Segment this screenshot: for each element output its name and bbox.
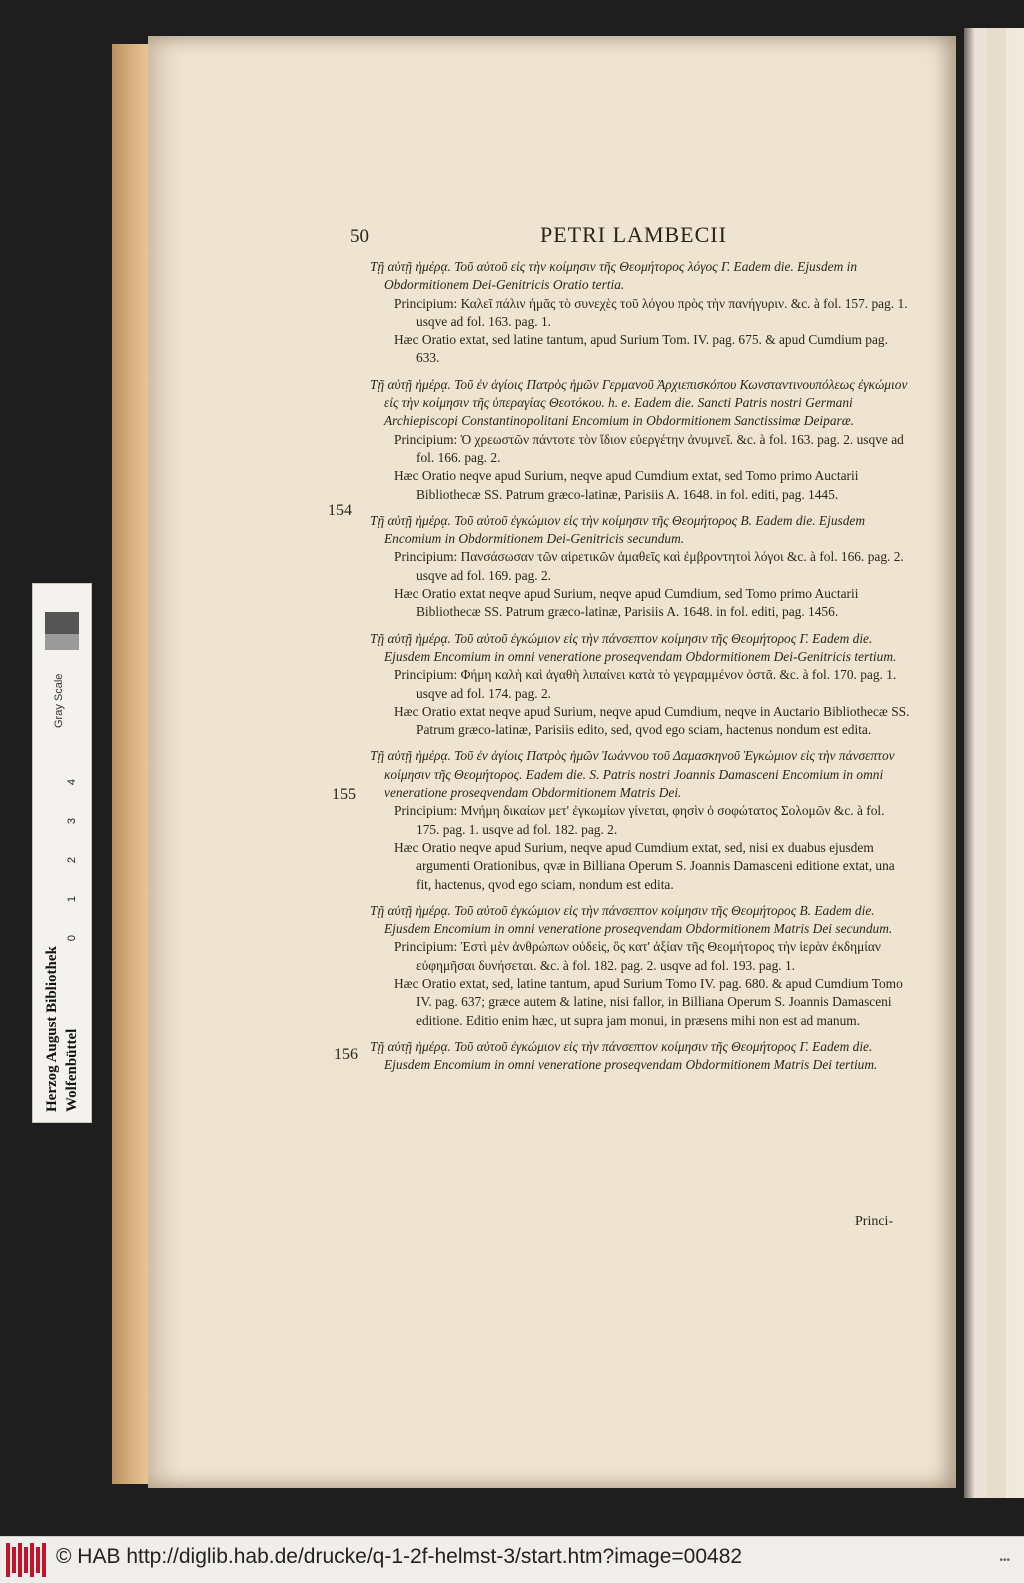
- hab-logo-icon: [6, 1543, 48, 1577]
- running-title: PETRI LAMBECII: [540, 222, 727, 247]
- entry-note: Hæc Oratio extat neqve apud Surium, neqve apud Cumdium, neqve in Auctario Bibliothecæ SS. Patrum græco-latinæ, Parisiis edito, sed, qvod ego sciam, hactenus nondum est edita.: [394, 703, 910, 738]
- color-target: [32, 583, 92, 1123]
- page-text: [370, 258, 910, 1074]
- margin-number: 155: [332, 786, 356, 803]
- library-name-line2: Wolfenbüttel: [64, 1028, 80, 1112]
- entry-heading: Τῇ αὐτῇ ἡμέρᾳ. Τοῦ ἐν ἁγίοις Πατρὸς ἡμῶν Ἰωάννου τοῦ Δαμασκηνοῦ Ἐγκώμιον εἰς τὴν πάνσεπτον κοίμησιν τῆς Θεομήτορος. Eadem die. S. Patris nostri Joannis Damasceni Encomium in omni veneratione proseqvendam Obdormitionem Matris Dei.: [370, 748, 895, 801]
- more-icon[interactable]: •••: [999, 1555, 1010, 1566]
- gray-patch-dark: [45, 612, 79, 634]
- catalog-entry: [370, 258, 910, 368]
- margin-number: 154: [328, 502, 352, 519]
- entry-principium: Principium: Καλεῖ πάλιν ἡμᾶς τὸ συνεχὲς τοῦ λόγου πρὸς τὴν πανήγυριν. &c. à fol. 157. pag. 1. usqve ad fol. 163. pag. 1.: [394, 295, 908, 329]
- entry-heading: Τῇ αὐτῇ ἡμέρᾳ. Τοῦ αὐτοῦ ἐγκώμιον εἰς τὴν πάνσεπτον κοίμησιν τῆς Θεομήτορος Γ. Eadem die. Ejusdem Encomium in omni veneratione proseqvendam Obdormitionem Dei-Genitricis tertium.: [370, 630, 897, 664]
- entry-heading: Τῇ αὐτῇ ἡμέρᾳ. Τοῦ αὐτοῦ ἐγκώμιον εἰς τὴν πάνσεπτον κοίμησιν τῆς Θεομήτορος Γ. Eadem die. Ejusdem Encomium in omni veneratione proseqvendam Obdormitionem Matris Dei tertium.: [370, 1038, 878, 1073]
- entry-note: Hæc Oratio neqve apud Surium, neqve apud Cumdium extat, sed Tomo primo Auctarii Bibliothecæ SS. Patrum græco-latinæ, Parisiis A. 1648. in fol. editi, pag. 1445.: [394, 468, 859, 502]
- catalog-entry: [370, 747, 910, 893]
- catchword: Princi-: [855, 1214, 894, 1229]
- entry-principium: Principium: Φήμη καλὴ καὶ ἀγαθὴ λιπαίνει κατὰ τὸ γεγραμμένον ὀστᾶ. &c. à fol. 170. pag. 1. usqve ad fol. 174. pag. 2.: [394, 667, 897, 701]
- ruler-number: 1: [66, 895, 79, 903]
- entry-note: Hæc Oratio extat, sed latine tantum, apud Surium Tom. IV. pag. 675. & apud Cumdium pag. 633.: [394, 332, 888, 366]
- library-name: [39, 886, 85, 1112]
- page-number: 50: [350, 226, 369, 247]
- ruler-number: 4: [66, 778, 79, 786]
- entry-principium: Principium: Μνήμη δικαίων μετ' ἐγκωμίων γίνεται, φησὶν ὁ σοφώτατος Σολομῶν &c. à fol. 175. pag. 1. usqve ad fol. 182. pag. 2.: [394, 803, 885, 837]
- entry-principium: Principium: Ὁ χρεωστῶν πάντοτε τὸν ἴδιον εὐεργέτην ἀνυμνεῖ. &c. à fol. 163. pag. 2. usqve ad fol. 166. pag. 2.: [394, 431, 904, 465]
- ruler-number: 0: [66, 934, 79, 942]
- entry-principium: Principium: Πανσάσωσαν τῶν αἱρετικῶν ἀμαθεῖς καὶ ἐμβροντητοὶ λόγοι &c. à fol. 166. pag. 2. usqve ad fol. 169. pag. 2.: [394, 549, 904, 583]
- ruler-number: 3: [66, 817, 79, 825]
- catalog-entry: [370, 1038, 910, 1075]
- ruler-number: 2: [66, 856, 79, 864]
- facing-page-edge: [964, 28, 1024, 1498]
- entry-heading: Τῇ αὐτῇ ἡμέρᾳ. Τοῦ αὐτοῦ ἐγκώμιον εἰς τὴν κοίμησιν τῆς Θεομήτορος Β. Eadem die. Ejusdem Encomium in Obdormitionem Dei-Genitricis secundum.: [370, 512, 866, 547]
- entry-principium: Principium: Ἐστὶ μὲν ἀνθρώπων οὐδεὶς, ὃς κατ' ἀξίαν τῆς Θεομήτορος τὴν ἱερὰν ἐκδημίαν εὐφημῆσαι δυνήσεται. &c. à fol. 182. pag. 2. usqve ad fol. 193. pag. 1.: [394, 939, 881, 973]
- gray-patch-mid: [45, 634, 79, 650]
- library-name-line1: Herzog August Bibliothek: [44, 946, 60, 1112]
- catalog-entry: [370, 512, 910, 622]
- entry-note: Hæc Oratio extat, sed, latine tantum, apud Surium Tomo IV. pag. 680. & apud Cumdium Tomo IV. pag. 637; græce autem & latine, nisi fallor, in Billiana Operum S. Joannis Damasceni editione. Editio enim hæc, ut supra jam monui, in præsens mihi non est ad manum.: [394, 975, 903, 1028]
- catalog-entry: [370, 376, 910, 504]
- viewer-footer: [0, 1536, 1024, 1583]
- entry-heading: Τῇ αὐτῇ ἡμέρᾳ. Τοῦ αὐτοῦ εἰς τὴν κοίμησιν τῆς Θεομήτορος λόγος Γ. Eadem die. Ejusdem in Obdormitionem Dei-Genitricis Oratio tertia.: [370, 259, 858, 293]
- entry-heading: Τῇ αὐτῇ ἡμέρᾳ. Τοῦ αὐτοῦ ἐγκώμιον εἰς τὴν πάνσεπτον κοίμησιν τῆς Θεομήτορος Β. Eadem die. Ejusdem Encomium in omni veneratione proseqvendam Obdormitionem Matris Dei secundum.: [370, 902, 893, 937]
- entry-heading: Τῇ αὐτῇ ἡμέρᾳ. Τοῦ ἐν ἁγίοις Πατρὸς ἡμῶν Γερμανοῦ Ἀρχιεπισκόπου Κωνσταντινουπόλεως ἐγκώμιον εἰς τὴν κοίμησιν τῆς ὑπεραγίας Θεοτόκου. h. e. Eadem die. Sancti Patris nostri Germani Archiepiscopi Constantinopolitani Encomium in Obdormitionem Sanctissimæ Deiparæ.: [370, 376, 908, 429]
- gray-scale-label: Gray Scale: [53, 673, 65, 728]
- catalog-entry: [370, 630, 910, 740]
- margin-number: 156: [334, 1046, 358, 1063]
- source-link[interactable]: © HAB http://diglib.hab.de/drucke/q-1-2f-helmst-3/start.htm?image=00482: [56, 1545, 743, 1568]
- entry-note: Hæc Oratio extat neqve apud Surium, neqve apud Cumdium, sed Tomo primo Auctarii Bibliothecæ SS. Patrum græco-latinæ, Parisiis A. 1648. in fol. editi, pag. 1456.: [394, 586, 859, 620]
- entry-note: Hæc Oratio neqve apud Surium, neqve apud Cumdium extat, sed, nisi ex duabus ejusdem argumenti Orationibus, qvæ in Billiana Operum S. Joannis Damasceni editione extat, una fit, hactenus, qvod ego sciam, nondum est edita.: [394, 839, 895, 892]
- catalog-entry: [370, 902, 910, 1030]
